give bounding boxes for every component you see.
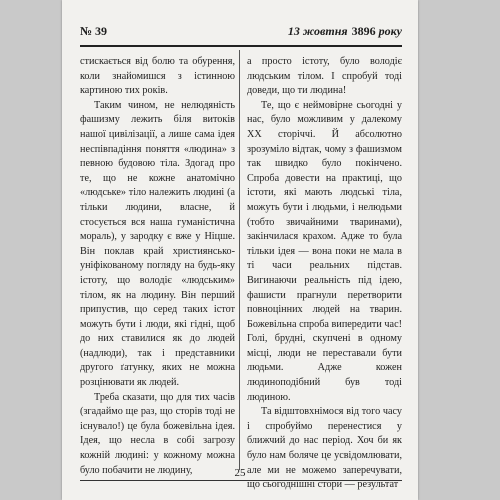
left-column bbox=[80, 55, 235, 478]
header-rule bbox=[80, 45, 402, 47]
header-day-month: 13 жовтня bbox=[287, 24, 348, 38]
paragraph: Та відштовхнімося від того часу і спробуймо перенестися у ближчий до нас період. Хоч би як було нам боляче це усвідомлювати, але ми не можемо заперечувати, що сьогоднішні стори — результат bbox=[247, 406, 402, 491]
header-date bbox=[288, 24, 402, 39]
paragraph: а просто істоту, було володіє людським тілом. І спробуй тоді доведи, що ти людина! bbox=[247, 56, 402, 97]
header-year-word: року bbox=[378, 24, 402, 38]
paragraph: стискається від болю та обурення, коли знайомишся з істинною картиною тих років. bbox=[80, 56, 235, 97]
paragraph: Треба сказати, що для тих часів (згадаймо ще раз, що сторів тоді не існувало!) це була божевільна ідея. Ідея, що несла в собі загрозу кожній людині: у кожному можна було побачити не людину, bbox=[80, 391, 235, 476]
right-column bbox=[247, 55, 402, 493]
issue-number: № 39 bbox=[80, 24, 108, 38]
column-divider bbox=[239, 50, 240, 470]
footer-rule bbox=[80, 480, 402, 481]
book-page bbox=[62, 0, 418, 500]
paragraph: Таким чином, не нелюдяність фашизму лежить біля витоків нашої цивілізації, а лише сама ідея неспівпадіння поняття «людина» з певною будовою тіла. Здогад про те, що не кожне анатомічно «людське» тіло належить людині (а тільки людини, власне, й стосується вся наша гуманістична мораль), у зародку є вже у Ніцше. Він поклав край християнсько-уніфікованому погляду на будь-яку істоту, що володіє «людським» тілом, як на людину. Він перший припустив, що серед таких істот можуть бути і люди, які гідні, щоб до них ставилися як до людей (надлюди), так і представники другого ґатунку, яких не можна розцінювати як людей. bbox=[80, 99, 235, 389]
paragraph: Те, що є неймовірне сьогодні у нас, було можливим у далекому XX сторіччі. Й абсолютно зрозуміло відтак, чому з фашизмом так швидко було покінчено. Спроба довести на практиці, що істоти, які мають людські тіла, можуть бути і людьми, і нелюдьми (тобто звичайними тваринами), закінчилася крахом. Адже то була тільки ідея — вона поки не мала в ті часи реальних підстав. Вигинаючи реальність під ідею, фашисти прагнули перетворити повноцінних людей на тварин. Божевільна спроба випередити час! Голі, брудні, скупчені в одному місці, люди не переставали бути людьми. Адже кожен людиноподібний був тоді людиною. bbox=[247, 99, 402, 403]
page-number: 25 bbox=[234, 467, 246, 479]
header-year: 3896 bbox=[351, 24, 376, 38]
running-header bbox=[80, 22, 402, 44]
